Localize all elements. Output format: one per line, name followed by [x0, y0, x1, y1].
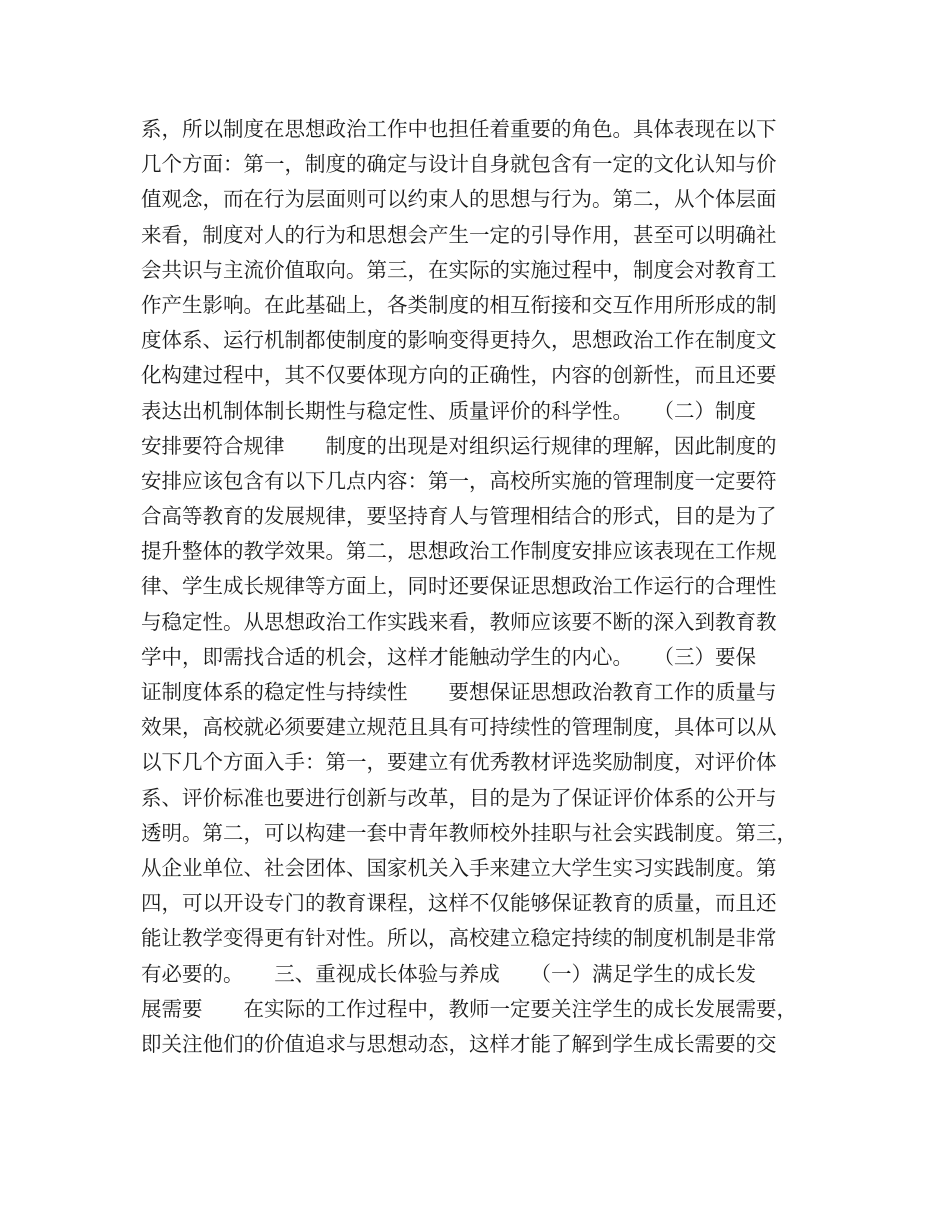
text-line: 从企业单位、社会团体、国家机关入手来建立大学生实习实践制度。第: [141, 855, 777, 880]
text-line: 律、学生成长规律等方面上，同时还要保证思想政治工作运行的合理性: [141, 574, 777, 599]
text-line: 安排要符合规律 制度的出现是对组织运行规律的理解，因此制度的: [141, 433, 777, 458]
text-line: 有必要的。 三、重视成长体验与养成 （一）满足学生的成长发: [141, 961, 756, 986]
text-line: 提升整体的教学效果。第二，思想政治工作制度安排应该表现在工作规: [141, 539, 777, 564]
text-line: 以下几个方面入手：第一，要建立有优秀教材评选奖励制度，对评价体: [141, 750, 777, 775]
text-line: 透明。第二，可以构建一套中青年教师校外挂职与社会实践制度。第三，: [141, 820, 797, 845]
text-line: 度体系、运行机制都使制度的影响变得更持久，思想政治工作在制度文: [141, 328, 777, 353]
text-line: 来看，制度对人的行为和思想会产生一定的引导作用，甚至可以明确社: [141, 222, 777, 247]
text-line: 化构建过程中，其不仅要体现方向的正确性，内容的创新性，而且还要: [141, 363, 777, 388]
text-line: 与稳定性。从思想政治工作实践来看，教师应该要不断的深入到教育教: [141, 609, 777, 634]
text-line: 即关注他们的价值追求与思想动态，这样才能了解到学生成长需要的交: [141, 1031, 777, 1056]
text-line: 安排应该包含有以下几点内容：第一，高校所实施的管理制度一定要符: [141, 468, 777, 493]
body-text: [141, 112, 831, 1062]
text-line: 作产生影响。在此基础上，各类制度的相互衔接和交互作用所形成的制: [141, 292, 777, 317]
text-line: 表达出机制体制长期性与稳定性、质量评价的科学性。 （二）制度: [141, 398, 756, 423]
text-line: 四，可以开设专门的教育课程，这样不仅能够保证教育的质量，而且还: [141, 891, 777, 916]
text-line: 学中，即需找合适的机会，这样才能触动学生的内心。 （三）要保: [141, 644, 756, 669]
text-line: 值观念，而在行为层面则可以约束人的思想与行为。第二，从个体层面: [141, 187, 777, 212]
text-line: 系、评价标准也要进行创新与改革，目的是为了保证评价体系的公开与: [141, 785, 777, 810]
text-line: 效果，高校就必须要建立规范且具有可持续性的管理制度，具体可以从: [141, 715, 777, 740]
text-line: 能让教学变得更有针对性。所以，高校建立稳定持续的制度机制是非常: [141, 926, 777, 951]
text-line: 证制度体系的稳定性与持续性 要想保证思想政治教育工作的质量与: [141, 680, 777, 704]
text-line: 会共识与主流价值取向。第三，在实际的实施过程中，制度会对教育工: [141, 257, 777, 282]
text-line: 展需要 在实际的工作过程中，教师一定要关注学生的成长发展需要，: [141, 996, 797, 1021]
text-line: 合高等教育的发展规律，要坚持育人与管理相结合的形式，目的是为了: [141, 504, 777, 529]
text-line: 几个方面：第一，制度的确定与设计自身就包含有一定的文化认知与价: [141, 152, 777, 177]
text-line: 系，所以制度在思想政治工作中也担任着重要的角色。具体表现在以下: [141, 117, 777, 141]
